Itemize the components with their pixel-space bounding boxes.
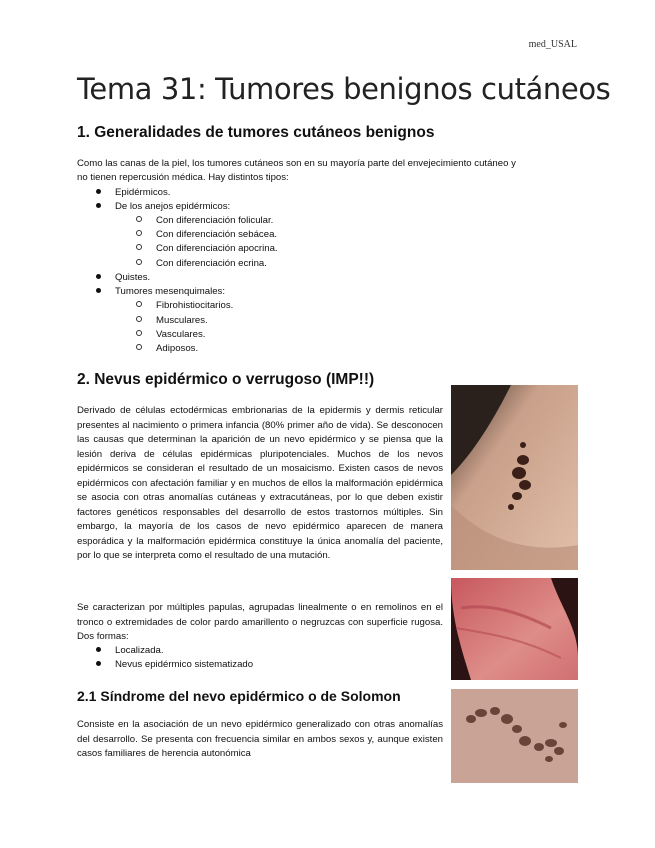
- section-1-intro-line-2: no tienen repercusión médica. Hay distintos tipos:: [77, 172, 289, 183]
- hollow-bullet-icon: [136, 330, 142, 336]
- sub-list-item: Con diferenciación apocrina.: [136, 242, 278, 256]
- hollow-bullet-icon: [136, 259, 142, 265]
- page-title: Tema 31: Tumores benignos cutáneos: [77, 72, 611, 106]
- section-1-intro-line-1: Como las canas de la piel, los tumores cutáneos son en su mayoría parte del envejecimiento cutáneo y: [77, 158, 516, 169]
- sub-list-item: Con diferenciación folicular.: [136, 214, 273, 228]
- list-item: De los anejos epidérmicos:: [96, 200, 230, 214]
- list-item: Epidérmicos.: [96, 186, 170, 200]
- list-item: Nevus epidérmico sistematizado: [96, 658, 253, 672]
- bullet-icon: [96, 274, 101, 279]
- neck-skin-photo: [451, 578, 578, 680]
- hollow-bullet-icon: [136, 301, 142, 307]
- sub-list-item: Adiposos.: [136, 342, 198, 356]
- section-2-paragraph-2: Se caracterizan por múltiples papulas, agrupadas linealmente o en remolinos en el tronco o extremidades de color pardo amarillento o negruzcas con superficie rugosa. Dos formas:: [77, 602, 443, 642]
- hollow-bullet-icon: [136, 230, 142, 236]
- hollow-bullet-icon: [136, 344, 142, 350]
- hollow-bullet-icon: [136, 316, 142, 322]
- section-2-paragraph-1: Derivado de células ectodérmicas embrionarias de la epidermis y dermis reticular presentes al nacimiento o primera infancia (80% primer año de vida). Se desconocen las causas que determinan la aparición de un nevo epidérmico y se piensa que la lesión deriva de células epidérmicas pluripotenciales. Muchos de los nevos epidérmicos se consideran el resultado de un mosaicismo. Existen casos de nevos epidérmicos con afectación familiar y en muchos de ellos la malformación epidérmica se asocia con otras anomalías cutáneas y extracutáneas, por lo que deben existir factores genéticos responsables del desarrollo de estos trastornos múltiples. Sin embargo, la mayoría de los casos de nevo epidérmico aparecen de manera esporádica y la malformación epidérmica constituye la única anomalía del paciente, por lo que se interpreta como el resultado de una mutación.: [77, 405, 443, 561]
- hollow-bullet-icon: [136, 216, 142, 222]
- sub-list-item: Musculares.: [136, 314, 208, 328]
- bullet-icon: [96, 647, 101, 652]
- section-2-heading: 2. Nevus epidérmico o verrugoso (IMP!!): [77, 371, 375, 388]
- section-1-heading: 1. Generalidades de tumores cutáneos benignos: [77, 124, 435, 141]
- section-2-1-heading: 2.1 Síndrome del nevo epidérmico o de Solomon: [77, 688, 401, 704]
- bullet-icon: [96, 203, 101, 208]
- bullet-icon: [96, 288, 101, 293]
- hollow-bullet-icon: [136, 244, 142, 250]
- list-item: Quistes.: [96, 271, 150, 285]
- list-item: Localizada.: [96, 644, 164, 658]
- sub-list-item: Vasculares.: [136, 328, 205, 342]
- section-2-1-paragraph: Consiste en la asociación de un nevo epidérmico generalizado con otras anomalías del desarrollo. Se presenta con frecuencia similar en ambos sexos y, aunque existen casos familiares de herencia autonómica: [77, 719, 443, 759]
- bullet-icon: [96, 661, 101, 666]
- bullet-icon: [96, 189, 101, 194]
- trunk-nevus-photo: [451, 689, 578, 783]
- neck-nevus-photo: [451, 385, 578, 570]
- sub-list-item: Con diferenciación ecrina.: [136, 257, 267, 271]
- sub-list-item: Con diferenciación sebácea.: [136, 228, 277, 242]
- list-item: Tumores mesenquimales:: [96, 285, 225, 299]
- sub-list-item: Fibrohistiocitarios.: [136, 299, 233, 313]
- header-tag: med_USAL: [528, 39, 577, 50]
